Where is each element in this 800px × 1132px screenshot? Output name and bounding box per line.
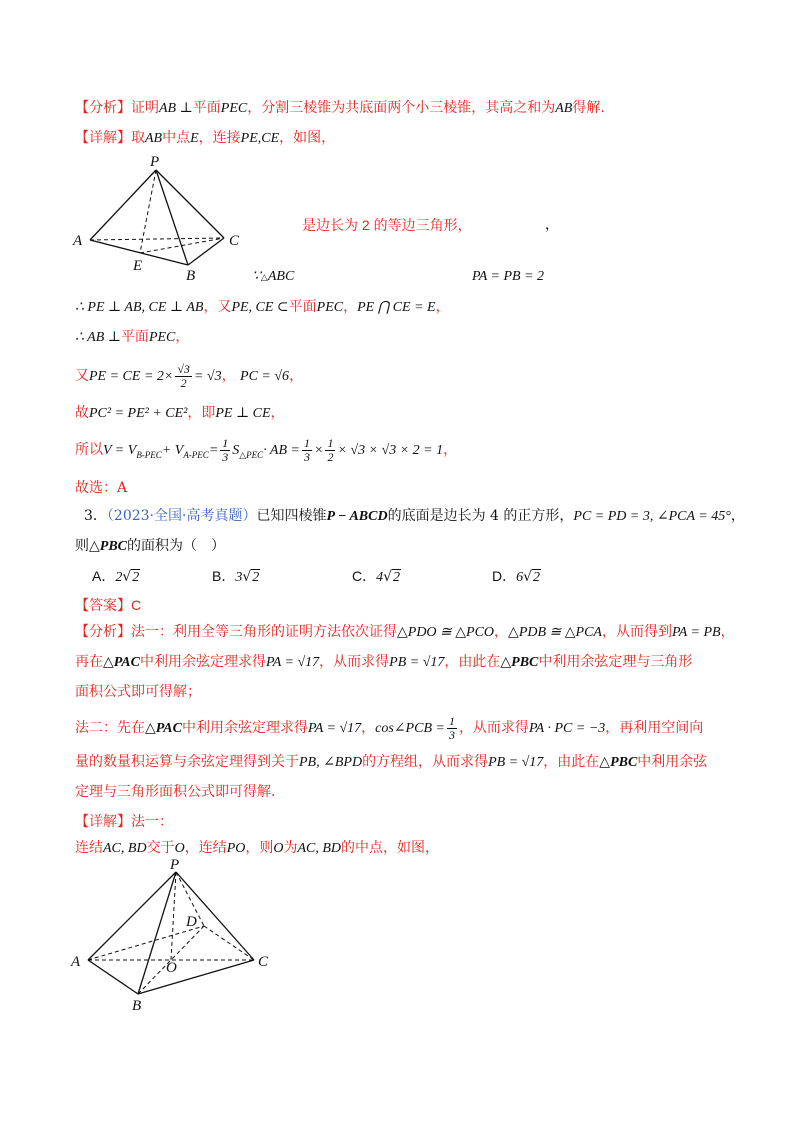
analysis2-line-2: 再在△PAC中利用余弦定理求得PA = √17，从而求得PB = √17，由此在△PBC中利用余弦定理与三角形 xyxy=(75,654,693,670)
detail-tag: 【详解】 xyxy=(75,130,131,146)
question-3-line-2: 则△PBC的面积为（ ） xyxy=(75,538,225,554)
fig1-label-b: B xyxy=(186,268,196,282)
pyramid-figure-2 xyxy=(68,856,288,1016)
choice-line-1: 故选：A xyxy=(75,480,128,496)
analysis2-line-5: 量的数量积运算与余弦定理得到关于PB, ∠BPD的方程组，从而求得PB = √17，由此在△PBC中利用余弦 xyxy=(75,754,708,770)
question-source: （2023·全国·高考真题） xyxy=(106,508,257,524)
volume-line: 所以$V = V_{B-PEC}+ V_{A-PEC}=$ $\frac{1}{3}$ $S_{\triangle PEC}\cdot$ AB = $\frac{1}{3}$ × $\frac{1}{2}$ × √3 × √3 × 2 = 1， xyxy=(75,435,458,464)
fig2-label-o: O xyxy=(166,960,177,976)
analysis-line-1: 【分析】证明AB ⊥平面PEC，分割三棱锥为共底面两个小三棱锥，其高之和为AB得解. xyxy=(75,100,605,116)
detail2-line-1: 【详解】法一： xyxy=(75,814,173,830)
pa-pb-equation: PA = PB = 2 xyxy=(472,269,545,284)
fig2-label-a: A xyxy=(71,954,81,970)
fig1-label-p: P xyxy=(150,154,160,170)
ab-perp-plane-line: ∴ AB ⊥平面PEC， xyxy=(75,329,190,345)
fig1-label-a: A xyxy=(73,233,83,249)
pe-ce-length-line: 又PE = CE = 2× $\frac{√3}{2}$ = √3， PC = √6， xyxy=(75,361,304,390)
question-3-line-1: 3．（2023·全国·高考真题）已知四棱锥P − ABCD的底面是边长为 4 的正方形，PC = PD = 3, ∠PCA = 45°， xyxy=(84,508,745,524)
fig2-label-b: B xyxy=(132,998,142,1014)
detail2-line-2: 连结AC, BD交于O，连结PO，则O为AC, BD的中点，如图， xyxy=(75,840,440,856)
analysis2-line-1: 【分析】法一：利用全等三角形的证明方法依次证得△PDO ≅ △PCO，△PDB ≅ △PCA，从而得到PA = PB， xyxy=(75,624,735,640)
analysis-tag: 【分析】 xyxy=(75,100,131,116)
equilateral-text: 是边长为 2 的等边三角形， xyxy=(302,217,472,233)
analysis2-line-4: 法二：先在△PAC中利用余弦定理求得PA = √17，cos∠PCB = $\frac{1}{3}$ ，从而求得PA · PC = −3，再利用空间向 xyxy=(75,713,704,742)
analysis2-line-6: 定理与三角形面积公式即可得解. xyxy=(75,784,276,800)
because-line: ∵△ABC xyxy=(252,269,295,284)
option-b: B．3√2 xyxy=(212,568,260,585)
fig2-label-d: D xyxy=(186,914,197,930)
fig1-label-e: E xyxy=(133,258,143,274)
option-c: C．4√2 xyxy=(352,568,401,585)
stray-comma: ， xyxy=(545,217,559,233)
fig2-label-c: C xyxy=(258,954,269,970)
pythagoras-line: 故PC² = PE² + CE²，即PE ⊥ CE， xyxy=(75,405,285,421)
analysis2-tag: 【分析】 xyxy=(75,624,131,640)
answer-tag: 【答案】 xyxy=(75,598,131,614)
answer-value: C xyxy=(131,597,142,613)
detail-line-1: 【详解】取AB中点E，连接PE,CE，如图， xyxy=(75,130,336,146)
fig1-label-c: C xyxy=(229,233,240,249)
answer-line xyxy=(75,595,141,616)
detail2-tag: 【详解】 xyxy=(75,814,131,830)
option-d: D．6√2 xyxy=(492,568,541,585)
perpendicular-line: ∴ PE ⊥ AB, CE ⊥ AB，又PE, CE ⊂平面PEC，PE ⋂ CE = E， xyxy=(75,299,450,315)
fig2-label-p: P xyxy=(170,857,180,873)
option-a: A．2√2 xyxy=(92,568,140,585)
analysis2-line-3: 面积公式即可得解； xyxy=(75,684,201,700)
pyramid-figure-1 xyxy=(70,152,270,282)
